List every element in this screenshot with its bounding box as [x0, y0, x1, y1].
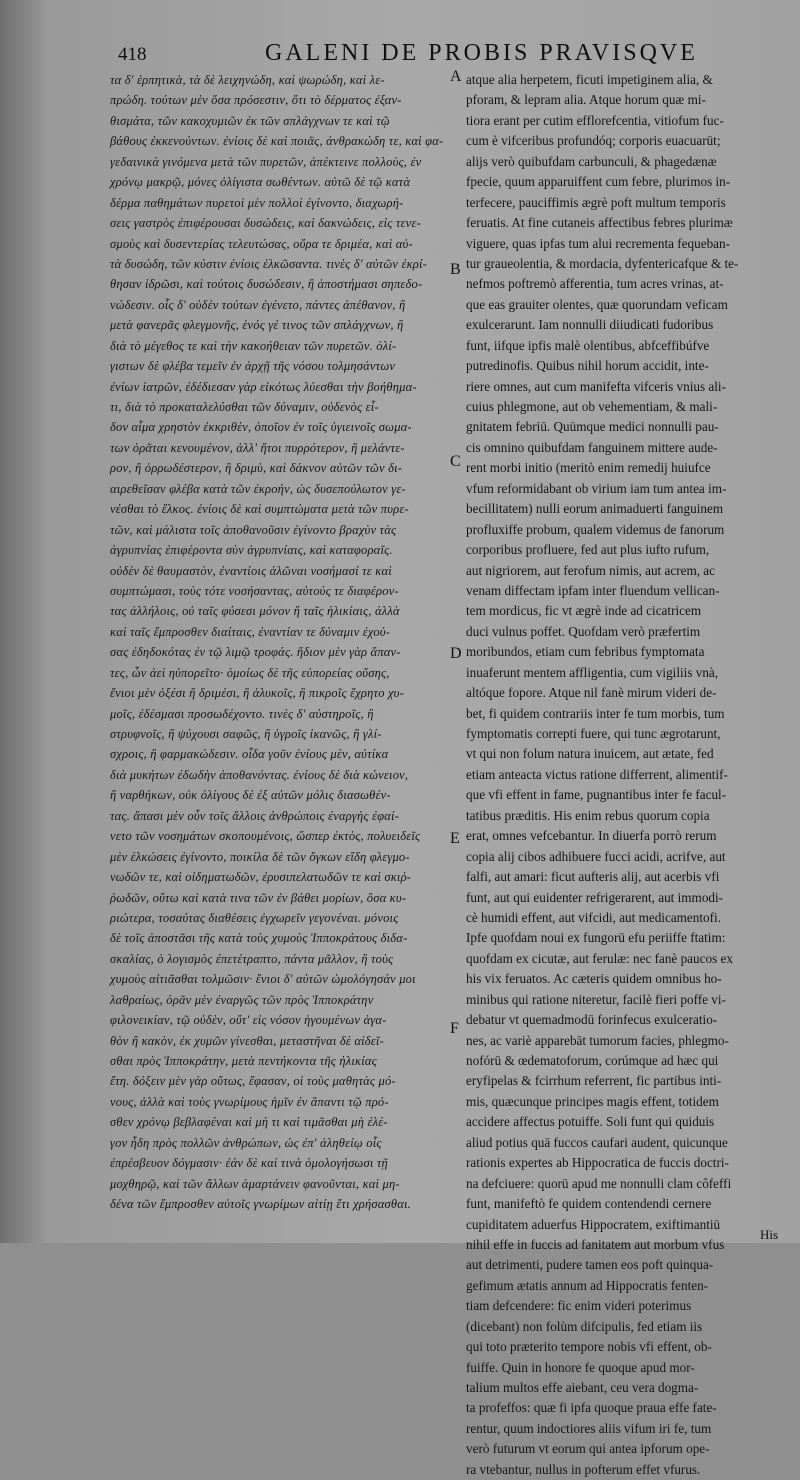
greek-text-line: δὲ τοῖς ἀποστᾶσι τῆς κατὰ τοὺς χυμοὺς Ἱπποκράτους διδα- [110, 931, 408, 946]
greek-text-line: καὶ ταῖς ἔμπροσθεν διαίταις, ἐναντίαν τε δύναμιν ἐχού- [110, 624, 391, 639]
latin-text-line: fymptomatis correpti fuere, qui tunc ægrotarunt, [466, 726, 721, 741]
latin-text-line: aliud potius quā fuccos caufari audent, quicunque [466, 1134, 728, 1150]
latin-text-line: exulcerarunt. Iam nonnulli diiudicati fudoribus [466, 317, 714, 333]
latin-text-line: riere omnes, aut cum manifefta vifceris vnius ali- [466, 378, 726, 394]
latin-text-line: venam diffectam ipfam inter fluendum vellican- [466, 582, 720, 598]
latin-text-line: cupiditatem aduerfus Hippocratem, exiftimantiū [466, 1216, 721, 1232]
latin-text-line: fpecie, quum apparuiffent cum febre, plurimos in- [466, 174, 731, 190]
latin-text-line: corporibus profluere, fed aut plus iufto rufum, [466, 542, 710, 558]
latin-text-line: terfecere, pauciffimis ægrè poft multum temporis [466, 194, 726, 210]
greek-text-line: οὐδὲν δὲ θαυμαστὸν, ἐναντίοις ἁλῶναι νοσήμασί τε καὶ [110, 563, 392, 578]
greek-text-line: σχροις, ἢ φαρμακώδεσιν. οἶδα γοῦν ἐνίους μὲν, αὐτίκα [110, 747, 389, 762]
latin-text-line: nefmos poftremò afferentia, tum acres vrinas, at- [466, 276, 724, 292]
latin-text-line: funt, iifque ipfis malè olentibus, abfceffibúfve [466, 337, 710, 353]
latin-text-line: becillitatem) nulli eorum animaduerti fanguinem [466, 501, 724, 517]
greek-text-line: ἐπρέσβευον δόγμασιν· ἐάν δὲ καὶ τινὰ ὁμολογήσωσι τῇ [110, 1156, 388, 1171]
latin-text-line: pforam, & lepram alia. Atque horum quæ mi- [466, 92, 706, 108]
greek-text-line: ρον, ἢ ὀρρωδέστερον, ἢ δριμὺ, καὶ δάκνον αὐτῶν τῶν δι- [110, 461, 403, 476]
greek-text-line: μοῖς, ἐδέσμασι προσωδέχοντο. τινὲς δ' αὐστηροῖς, ἢ [110, 706, 374, 721]
latin-text-line: aut detrimenti, pudere tamen eos poft quinqua- [466, 1257, 714, 1273]
greek-text-line: σεις γαστρὸς ἐπιφέρουσαι δυσώδεις, καὶ δακνώδεις, εἰς τενε- [110, 216, 421, 231]
latin-text-line: rentur, quum indoctiores aliis vifum iri fe, tum [466, 1420, 712, 1436]
greek-text-line: σμοὺς καὶ δυσεντερίας τελευτώσας, οὔρα τε δριμέα, καὶ αὐ- [110, 236, 413, 251]
latin-text-line: altóque fopore. Atque nil fanè mirum videri de- [466, 685, 717, 701]
latin-text-line: copia alij cibos adhibuere fucci acidi, acrifve, aut [466, 848, 726, 864]
greek-text-line: ἢ ναρθήκων, οὐκ ὀλίγους δὲ ἐξ αὐτῶν μόλις διασωθέν- [110, 788, 391, 803]
latin-text-line: cum è vifceribus profundóq; corporis euacuarūt; [466, 133, 721, 149]
latin-text-line: qui toto præterito tempore nobis vfi effent, ob- [466, 1339, 712, 1355]
greek-text-line: τας. ἅπασι μὲν οὖν τοῖς ἄλλοις ἀνθρώποις ἐναργὴς ἐφαί- [110, 808, 400, 823]
latin-text-line: gefimum ætatis annum ad Hippocratis fenten- [466, 1277, 709, 1293]
greek-text-line: νετο τῶν νοσημάτων σκοπουμένοις, ὥσπερ ἐκτὸς, πολυειδεῖς [110, 829, 421, 844]
latin-text-line: cis omnino quibufdam fanguinem mittere aude- [466, 439, 718, 455]
latin-text-line: funt, manifeftò fe quidem contendendi cernere [466, 1196, 712, 1212]
latin-text-line: gnitatem febriū. Quūmque medici nonnulli pau- [466, 419, 719, 435]
page-header [0, 40, 800, 70]
latin-text-line: falfi, aut amari: ficut aufteris alij, aut acerbis vfi [466, 869, 720, 885]
greek-text-line: σκαλίας, ὁ λογισμὸς ἐπετέτραπτο, πάντα μᾶλλον, ἢ τοὺς [110, 951, 394, 966]
greek-text-line: τὰ δυσώδη, τῶν κύστιν ἐνίοις ἑλκῶσαντα. τινὲς δ' αὐτῶν ἐκρί- [110, 256, 427, 271]
latin-text-line: inuaferunt mentem affligentia, cum vigiliis vnà, [466, 664, 719, 680]
greek-text-line: γον ἦδη πρὸς πολλῶν ἀνθρώπων, ὡς ἐπ' ἀληθείῳ οἷς [110, 1135, 382, 1150]
greek-text-line: νώδεσιν. οἷς δ' οὐδὲν τούτων ἐγένετο, πάντες ἀπέθανον, ἢ [110, 297, 406, 312]
latin-text-line: eryfipelas & fcirrhum referrent, fic partibus inti- [466, 1073, 722, 1089]
latin-text-line: accidere affectus potuiffe. Soli funt qui quiduis [466, 1114, 715, 1130]
greek-text-line: δέρμα παθημάτων πυρετοὶ μὲν πολλοὶ ἐγίνοντο, διαχωρή- [110, 195, 404, 210]
greek-text-line: αιρεθεῖσαν φλέβα κατὰ τῶν ἐκροήν, ὡς δυσεπούλωτον γε- [110, 481, 406, 496]
greek-text-line: μετὰ φανερᾶς φλεγμονῆς, ἑνός γέ τινος τῶν σπλάγχνων, ἢ [110, 318, 404, 333]
latin-text-line: alijs verò quibufdam carbunculi, & phagedænæ [466, 153, 717, 169]
section-marker-f: F [450, 1020, 459, 1037]
latin-text-line: ra vtebantur, nullus in pofterum effet vfurus. [466, 1461, 701, 1477]
greek-text-line: θισμάτα, τῶν κακοχυμιῶν ἐκ τῶν σπλάγχνων τε καὶ τῷ [110, 113, 390, 128]
latin-text-line: aut nigriorem, aut ferofum nimis, aut acrem, ac [466, 562, 716, 578]
greek-text-line: ἔνιοι μὲν ὀξέσι ἢ δριμέσι, ἢ ἁλυκοῖς, ἢ πικροῖς ἔχρητο χυ- [110, 686, 404, 701]
greek-text-line: χυμοὺς αἰτιᾶσθαι τολμῶσιν· ἔνιοι δ' αὐτῶν ὡμολόγησάν μοι [110, 972, 416, 987]
latin-text-line: tem mordicus, fic vt ægrè inde ad cicatricem [466, 603, 702, 619]
latin-text-line: bet, fi quidem contrariis inter fe tum morbis, tum [466, 705, 725, 721]
greek-text-line: μοχθηρῷ, καὶ τῶν ἄλλων ἁμαρτάνειν φανοῦνται, καὶ μη- [110, 1176, 400, 1191]
latin-text-line: rationis expertes ab Hippocratica de fuccis doctri- [466, 1155, 729, 1171]
latin-text-line: na defciuere: quorū apud me nonnulli clam côfeffi [466, 1175, 732, 1191]
latin-text-line: cè humidi effent, aut vifcidi, aut medicamentofi. [466, 909, 721, 925]
greek-text-line: τα δ' ἑρπητικὰ, τὰ δὲ λειχηνώδη, καὶ ψωρώδη, καὶ λε- [110, 73, 385, 87]
latin-text-line: moribundos, etiam cum febribus fymptomata [466, 644, 705, 660]
greek-text-line: διὰ τὸ μέγεθος τε καὶ τὴν κακοήθειαν τῶν πυρετῶν. ὀλί- [110, 338, 397, 353]
greek-text-line: θησαν ἱδρῶσι, καὶ τούτοις δυσώδεσιν, ἢ ἀποστήμασι σηπεδο- [110, 277, 423, 292]
page-number: 418 [118, 44, 147, 65]
latin-text-line: verò futurum vt eorum qui antea ipforum ope- [466, 1441, 710, 1457]
greek-text-line: μὲν ἑλκώσεις ἐγίνοντο, ποικίλα δὲ τῶν ὄγκων εἴδη φλεγμο- [110, 849, 410, 864]
greek-text-line: τας ἀλλήλοις, οὐ ταῖς φύσεσι μόνον ἢ ταῖς ἡλικίαις, ἀλλὰ [110, 604, 400, 619]
latin-text-line: nihil effe in fuccis ad fanitatem aut morbum vfus [466, 1236, 725, 1252]
latin-text-line: nes, ac variè apparebāt tumorum facies, phlegmo- [466, 1032, 729, 1048]
greek-text-line: ἀγρυπνίας ἐπιφέροντα σὺν ἀγρυπνίαις, καὶ καταφοραῖς. [110, 543, 393, 558]
greek-text-line: νους, ἀλλὰ καὶ τοὺς γνωρίμους ἡμῖν ἐν ἅπαντι τῷ πρό- [110, 1094, 389, 1109]
section-marker-b: B [450, 261, 461, 278]
latin-text-line: rent morbi initio (meritò enim remedij huiufce [466, 460, 711, 476]
greek-text-line: θὸν ἢ κακὸν, ἐκ χυμῶν γίνεσθαι, μεταστῆναι δὲ αἰδεῖ- [110, 1033, 384, 1048]
section-marker-a: A [450, 68, 462, 85]
greek-text-line: στρυφνοῖς, ἢ ψύχουσι σαφῶς, ἢ ὑγροῖς ἱκανῶς, ἢ γλί- [110, 727, 382, 741]
latin-text-line: cuius phlegmone, aut ob vehementiam, & mali- [466, 399, 718, 414]
latin-text-line: atque alia herpetem, ficuti impetiginem alia, & [466, 72, 713, 87]
latin-text-line: ta profeffos: quæ fi ipfa quoque praua effe fate- [466, 1400, 717, 1416]
latin-text-line: talium multos effe aiebant, ceu vera dogma- [466, 1380, 699, 1395]
running-title: GALENI DE PROBIS PRAVISQVE [265, 40, 698, 66]
latin-text-line: tiam defcendere: fic enim videri poterimus [466, 1298, 692, 1314]
latin-text-line: Ipfe quofdam noui ex fungorū efu periiffe ftatim: [466, 930, 726, 946]
latin-text-line: quofdam ex cicutæ, aut ferulæ: nec fanè paucos ex [466, 950, 733, 966]
greek-text-line: νωδῶν τε, καὶ οἰδηματωδῶν, ἐρυσιπελατωδῶν τε καὶ σκιῤ- [110, 870, 412, 885]
latin-text-line: etiam anteacta victus ratione differrent, alimentif- [466, 766, 728, 782]
greek-text-line: τι, διὰ τὸ προκαταλελύσθαι τῶν δύναμιν, οὐδενὸς εἶ- [110, 400, 379, 414]
greek-text-line: τες, ὧν ἀεὶ ηὐπορεῖτο· ὁμοίως δὲ τῆς εὐπορείας οὔσης, [110, 665, 390, 680]
greek-text-line: ἐνίων ἰατρῶν, ἐδέδιεσαν γὰρ εἰκότως λύεσθαι τὴν βοήθημα- [110, 379, 417, 394]
greek-text-line: δένα τῶν ἔμπροσθεν αὐτοῖς γνωρίμων αἰτίῃ ἔτι χρήσασθαι. [110, 1197, 411, 1212]
latin-text-line: duci vulnus poffet. Quofdam verò præfertim [466, 623, 701, 639]
greek-text-line: σας ἐδηδοκότας ἐν τῷ λιμῷ τροφάς. ἥδιον μὲν γὰρ ἅπαν- [110, 645, 401, 660]
section-marker-e: E [450, 830, 460, 847]
greek-text-line: συμπτώμασι, τοὺς τότε νοσήσαντας, αὐτούς τε διαφέρον- [110, 583, 399, 598]
greek-text-line: των ὁρᾶται κενουμένον, ἀλλ' ἤτοι πυρρότερον, ἢ μελάντε- [110, 440, 405, 455]
latin-text-line: (dicebant) non folùm difcipulis, fed etiam iis [466, 1318, 703, 1334]
greek-text-line: ἔτη. δόξειν μὲν γὰρ οὕτως, ἔφασαν, οἱ τοὺς μαθητὰς μό- [110, 1074, 396, 1089]
latin-text-line: feruatis. At fine cutaneis affectibus febres plurimæ [466, 215, 733, 231]
catchword: His [760, 1227, 779, 1242]
latin-text-line: funt, aut qui euidenter refrigerarent, aut immodi- [466, 889, 724, 905]
section-marker-d: D [450, 645, 462, 662]
latin-text-line: his vix feruatos. Ac cæteris quidem omnibus ho- [466, 971, 722, 987]
greek-text-line: πρώδη. τούτων μὲν ὅσα πρόσεστιν, ὅτι τὸ δέρματος ἐξαν- [110, 93, 402, 108]
latin-text-line: mis, quæcunque principes magis effent, totidem [466, 1093, 719, 1109]
latin-text-line: viguere, quas ipfas tum alui recrementa fequeban- [466, 235, 731, 251]
greek-text-line: λαθραίως, ὁρᾶν μὲν ἐναργῶς τῶν πρὸς Ἱπποκράτην [110, 992, 374, 1007]
greek-text-line: δον αἷμα χρηστὸν ἐκκριθὲν, ὁποῖον ἐν τοῖς ὑγιεινοῖς σωμα- [110, 420, 412, 435]
greek-text-line: γιστων δὲ φλέβα τεμεῖν ἐν ἀρχῇ τῆς νόσου τολμησάντων [110, 359, 396, 374]
greek-text-line: νέσθαι τὸ ἕλκος. ἐνίοις δὲ καὶ συμπτώματα μετὰ τῶν πυρε- [110, 502, 409, 517]
greek-text-line: τῶν, καὶ μάλιστα τοῖς ἀποθανοῦσιν ἐγίνοντο βραχὺν τὰς [110, 522, 397, 537]
latin-text-line: tur graueolentia, & mordacia, dyfentericafque & te- [466, 255, 739, 271]
latin-text-line: debatur vt quemadmodū forinfecus exulceratio- [466, 1012, 718, 1028]
greek-text-line: σθεν χρόνῳ βεβλαφέναι καὶ μὴ τι καὶ τιμᾶσθαι μὴ ἐλέ- [110, 1115, 388, 1130]
latin-text-line: que vfi effent in fame, pugnantibus inter fe facul- [466, 787, 727, 803]
latin-text-line: putredinofis. Quibus nihil horum accidit, inte- [466, 358, 709, 374]
greek-text-line: γεδαινικὰ γινόμενα μετὰ τῶν πυρετῶν, ἀπέκτεινε πολλοὺς, ἐν [110, 154, 422, 169]
greek-text-line: ριώτερα, τοσαύτας διαθέσεις ἐγχωρεῖν γεγονέναι. μόνοις [110, 910, 399, 925]
latin-text-line: que eas grauiter olentes, quæ quorundam veficam [466, 296, 728, 312]
section-marker-c: C [450, 453, 461, 470]
latin-text-column [466, 70, 789, 1480]
greek-text-line: διὰ μυκήτων ἐδωδὴν ἀποθανόντας. ἐνίους δὲ διὰ κώνειον, [110, 767, 409, 782]
latin-text-line: fuiffe. Quin in honore fe quoque apud mor- [466, 1359, 695, 1375]
greek-text-line: ῥωδῶν, οὕτω καὶ κατὰ τινα τῶν ἐν βάθει μορίων, ὅσα κυ- [110, 890, 407, 905]
greek-text-line: σθαι πρὸς Ἱπποκράτην, μετὰ πεντήκοντα τῆς ἡλικίας [110, 1054, 377, 1068]
latin-text-line: nofórū & œdematoforum, corúmque ad hæc qui [466, 1053, 719, 1068]
greek-text-line: φιλονεικίαν, τῷ οὐδὲν, οὔτ' εἰς νόσον ἡγουμένων ἀγα- [110, 1013, 387, 1028]
latin-text-line: vfum reformidabant ob virium iam tum antea im- [466, 480, 727, 496]
latin-text-line: profluxiffe probum, qualem videmus de fanorum [466, 521, 725, 537]
greek-text-line: βάθους ἐκκενούντων. ἐνίοις δὲ καὶ ποιᾶς, ἀνθρακώδη τε, καὶ φα- [110, 134, 444, 149]
latin-text-line: tiora erant per cutim efflorefcentia, vitiofum fuc- [466, 112, 724, 128]
latin-text-line: vt qui non folum natura inuicem, aut ætate, fed [466, 746, 714, 762]
latin-text-line: tatibus præditis. His enim rebus quorum copia [466, 807, 710, 823]
latin-text-line: minibus qui ratione niteretur, facilè fieri poffe vi- [466, 991, 726, 1007]
latin-text-line: erat, omnes vefcebantur. In diuerfa porrò rerum [466, 828, 717, 844]
greek-text-column [110, 70, 446, 1215]
greek-text-line: χρόνῳ μακρῷ, μόνες ὀλίγιστα σωθέντων. αὐτῶ δὲ τῷ κατὰ [110, 175, 411, 190]
